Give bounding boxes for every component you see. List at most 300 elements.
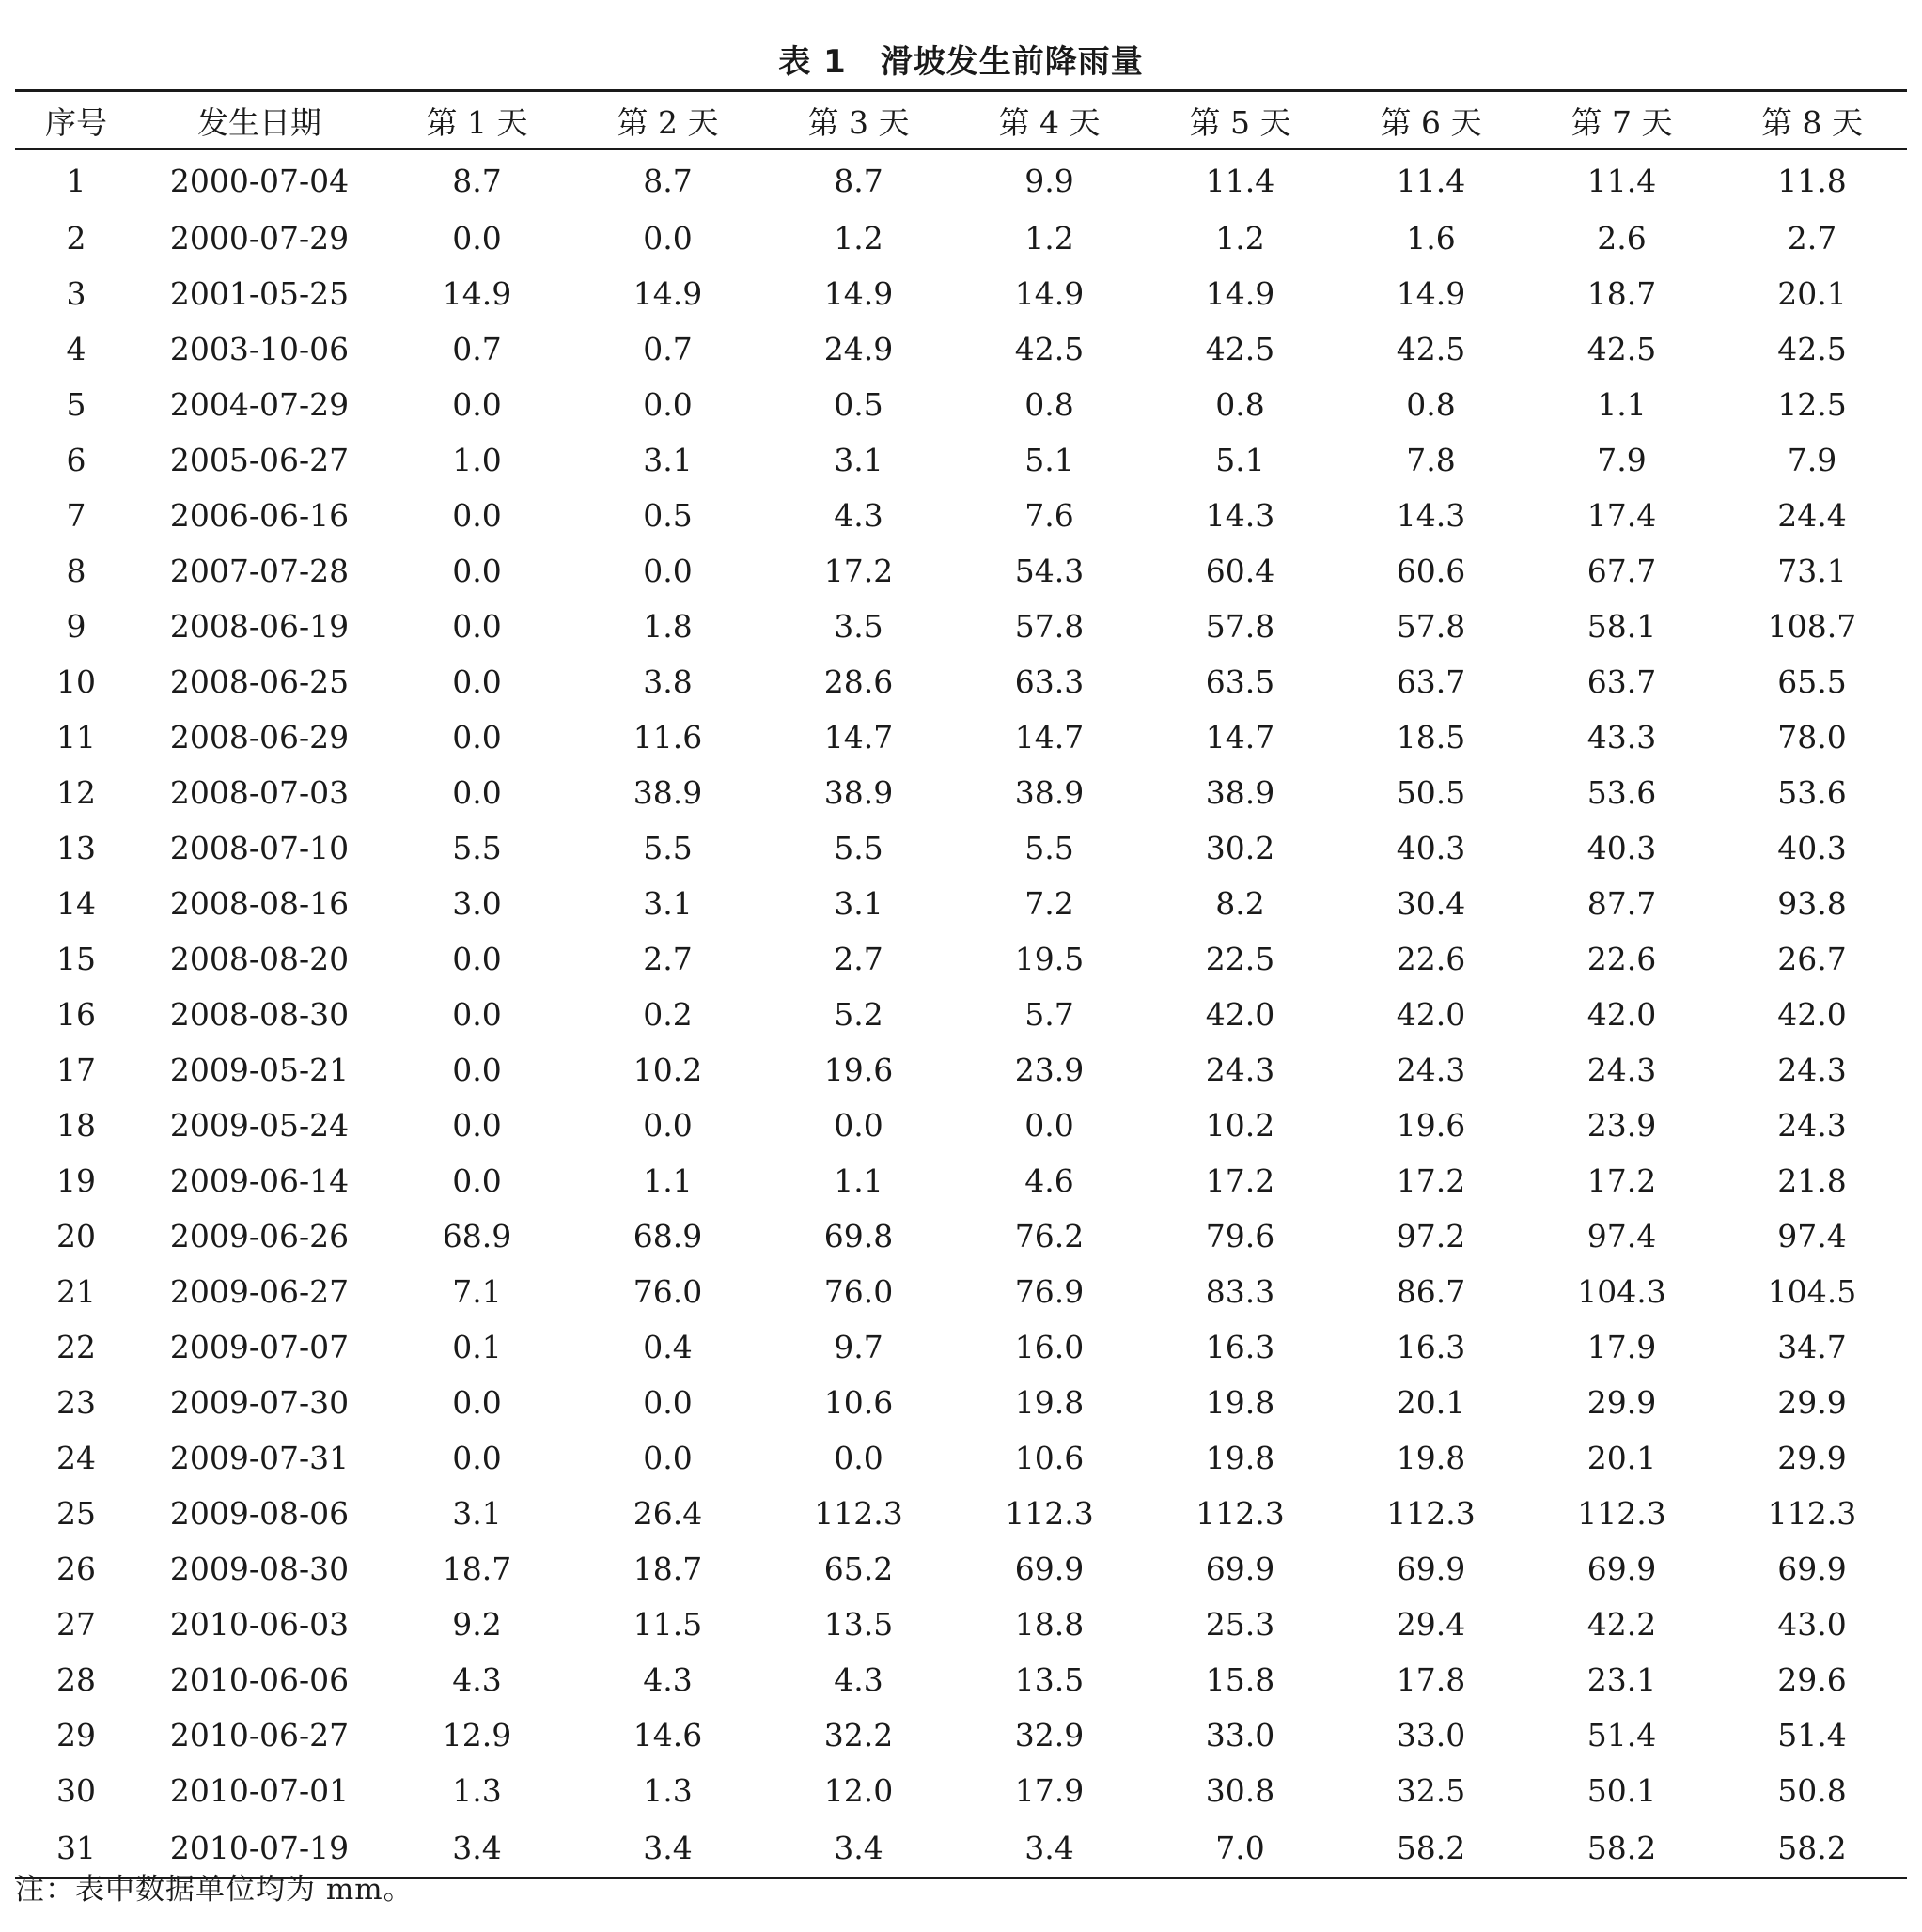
rainfall-cell: 4.3	[834, 497, 883, 534]
rainfall-cell: 32.5	[1396, 1772, 1466, 1809]
rainfall-cell: 16.0	[1014, 1329, 1085, 1365]
rainfall-cell: 4.3	[834, 1661, 883, 1698]
row-number-cell: 2	[66, 220, 86, 257]
table-row	[15, 1652, 1907, 1707]
date-cell: 2001-05-25	[169, 275, 350, 312]
date-cell: 2008-07-10	[169, 830, 350, 866]
rainfall-cell: 0.0	[452, 719, 502, 756]
table-row	[15, 210, 1907, 266]
row-number-cell: 5	[66, 386, 86, 423]
date-cell: 2008-08-16	[169, 885, 350, 922]
rainfall-cell: 0.0	[452, 1107, 502, 1144]
rainfall-cell: 19.8	[1205, 1384, 1275, 1421]
rainfall-cell: 22.6	[1586, 941, 1657, 977]
rainfall-cell: 33.0	[1205, 1717, 1275, 1753]
rainfall-cell: 97.4	[1586, 1218, 1657, 1254]
rainfall-cell: 0.0	[452, 220, 502, 257]
rainfall-cell: 14.7	[1014, 719, 1085, 756]
rainfall-cell: 5.1	[1215, 442, 1265, 478]
rainfall-cell: 22.6	[1396, 941, 1466, 977]
date-cell: 2009-08-06	[169, 1495, 350, 1532]
rainfall-cell: 5.5	[452, 830, 502, 866]
rainfall-cell: 0.1	[452, 1329, 502, 1365]
rainfall-cell: 3.4	[643, 1829, 693, 1866]
rainfall-cell: 7.6	[1024, 497, 1074, 534]
rainfall-cell: 0.2	[643, 996, 693, 1033]
rainfall-cell: 20.1	[1586, 1440, 1657, 1476]
rainfall-cell: 60.4	[1205, 553, 1275, 589]
rainfall-cell: 3.4	[1024, 1829, 1074, 1866]
rainfall-cell: 8.7	[452, 162, 502, 199]
rainfall-cell: 63.7	[1586, 663, 1657, 700]
rainfall-cell: 15.8	[1205, 1661, 1275, 1698]
rainfall-cell: 11.4	[1586, 162, 1657, 199]
rainfall-cell: 26.7	[1777, 941, 1847, 977]
table-caption	[0, 36, 1922, 88]
rainfall-cell: 108.7	[1767, 608, 1857, 645]
rainfall-cell: 3.1	[834, 442, 883, 478]
rainfall-cell: 69.9	[1396, 1550, 1466, 1587]
rainfall-cell: 3.8	[643, 663, 693, 700]
rainfall-cell: 3.0	[452, 885, 502, 922]
rainfall-cell: 7.9	[1597, 442, 1647, 478]
rainfall-cell: 11.4	[1396, 162, 1466, 199]
rainfall-cell: 51.4	[1586, 1717, 1657, 1753]
rainfall-cell: 17.9	[1014, 1772, 1085, 1809]
table-row	[15, 1707, 1907, 1763]
column-header: 第 7 天	[1570, 103, 1673, 141]
date-cell: 2010-07-19	[169, 1829, 350, 1866]
column-header: 第 6 天	[1380, 103, 1482, 141]
rainfall-cell: 17.4	[1586, 497, 1657, 534]
date-cell: 2009-06-26	[169, 1218, 350, 1254]
rainfall-cell: 1.6	[1406, 220, 1456, 257]
rainfall-cell: 19.5	[1014, 941, 1085, 977]
table-row	[15, 377, 1907, 432]
rainfall-cell: 21.8	[1777, 1162, 1847, 1199]
date-cell: 2010-07-01	[169, 1772, 350, 1809]
rainfall-cell: 9.2	[452, 1606, 502, 1643]
rainfall-cell: 68.9	[442, 1218, 512, 1254]
rainfall-cell: 7.9	[1787, 442, 1837, 478]
row-number-cell: 22	[56, 1329, 96, 1365]
table-note: 注：表中数据单位均为 mm。	[15, 1873, 414, 1907]
column-header: 第 5 天	[1189, 103, 1291, 141]
rainfall-cell: 16.3	[1205, 1329, 1275, 1365]
rainfall-cell: 0.0	[643, 1384, 693, 1421]
rainfall-cell: 0.0	[452, 941, 502, 977]
rainfall-cell: 18.7	[442, 1550, 512, 1587]
rainfall-cell: 97.4	[1777, 1218, 1847, 1254]
rainfall-cell: 24.9	[823, 331, 894, 367]
table-row	[15, 1486, 1907, 1541]
rainfall-cell: 69.8	[823, 1218, 894, 1254]
table-row	[15, 1319, 1907, 1375]
rainfall-cell: 0.7	[643, 331, 693, 367]
rainfall-cell: 12.5	[1777, 386, 1847, 423]
rainfall-cell: 38.9	[823, 774, 894, 811]
rainfall-cell: 58.1	[1586, 608, 1657, 645]
rainfall-cell: 67.7	[1586, 553, 1657, 589]
rainfall-cell: 29.4	[1396, 1606, 1466, 1643]
rainfall-cell: 24.3	[1777, 1107, 1847, 1144]
date-cell: 2007-07-28	[169, 553, 350, 589]
rainfall-cell: 42.0	[1777, 996, 1847, 1033]
rainfall-cell: 2.6	[1597, 220, 1647, 257]
rainfall-cell: 19.6	[823, 1052, 894, 1088]
rainfall-cell: 1.1	[1597, 386, 1647, 423]
rainfall-cell: 1.2	[834, 220, 883, 257]
row-number-cell: 16	[56, 996, 96, 1033]
rainfall-cell: 5.7	[1024, 996, 1074, 1033]
rainfall-cell: 29.9	[1777, 1440, 1847, 1476]
table-row	[15, 321, 1907, 377]
date-cell: 2009-06-14	[169, 1162, 350, 1199]
rainfall-cell: 12.9	[442, 1717, 512, 1753]
rainfall-cell: 53.6	[1586, 774, 1657, 811]
rainfall-cell: 18.5	[1396, 719, 1466, 756]
date-cell: 2000-07-29	[169, 220, 350, 257]
column-header: 第 4 天	[998, 103, 1101, 141]
rainfall-cell: 0.0	[643, 220, 693, 257]
rainfall-cell: 58.2	[1396, 1829, 1466, 1866]
rainfall-cell: 33.0	[1396, 1717, 1466, 1753]
rainfall-cell: 20.1	[1777, 275, 1847, 312]
row-number-cell: 7	[66, 497, 86, 534]
rainfall-cell: 97.2	[1396, 1218, 1466, 1254]
rainfall-cell: 0.0	[452, 386, 502, 423]
table-row	[15, 765, 1907, 820]
rainfall-cell: 2.7	[1787, 220, 1837, 257]
date-cell: 2009-06-27	[169, 1273, 350, 1310]
rainfall-cell: 40.3	[1777, 830, 1847, 866]
rainfall-cell: 0.0	[452, 1440, 502, 1476]
rainfall-cell: 50.1	[1586, 1772, 1657, 1809]
rainfall-cell: 63.3	[1014, 663, 1085, 700]
rainfall-cell: 1.3	[452, 1772, 502, 1809]
rainfall-cell: 10.6	[823, 1384, 894, 1421]
date-cell: 2009-05-21	[169, 1052, 350, 1088]
rainfall-cell: 1.1	[834, 1162, 883, 1199]
rainfall-cell: 86.7	[1396, 1273, 1466, 1310]
rainfall-cell: 10.2	[1205, 1107, 1275, 1144]
table-row	[15, 149, 1907, 210]
rainfall-cell: 14.9	[633, 275, 703, 312]
rainfall-cell: 112.3	[1577, 1495, 1666, 1532]
rainfall-cell: 79.6	[1205, 1218, 1275, 1254]
date-cell: 2003-10-06	[169, 331, 350, 367]
rainfall-cell: 20.1	[1396, 1384, 1466, 1421]
rainfall-cell: 42.5	[1586, 331, 1657, 367]
table-row	[15, 488, 1907, 543]
rainfall-cell: 42.5	[1396, 331, 1466, 367]
row-number-cell: 11	[56, 719, 96, 756]
rainfall-cell: 0.0	[643, 386, 693, 423]
rainfall-cell: 11.4	[1205, 162, 1275, 199]
rainfall-cell: 2.7	[834, 941, 883, 977]
rainfall-cell: 3.1	[643, 442, 693, 478]
rainfall-cell: 83.3	[1205, 1273, 1275, 1310]
row-number-cell: 30	[56, 1772, 96, 1809]
rainfall-cell: 23.9	[1586, 1107, 1657, 1144]
rainfall-cell: 0.0	[643, 553, 693, 589]
rainfall-cell: 40.3	[1396, 830, 1466, 866]
rainfall-cell: 14.7	[823, 719, 894, 756]
table-row	[15, 876, 1907, 931]
rainfall-cell: 42.0	[1396, 996, 1466, 1033]
column-header: 第 2 天	[617, 103, 719, 141]
row-number-cell: 27	[56, 1606, 96, 1643]
rainfall-cell: 76.9	[1014, 1273, 1085, 1310]
rainfall-cell: 3.4	[452, 1829, 502, 1866]
table-row	[15, 1042, 1907, 1098]
table-row	[15, 1208, 1907, 1264]
rainfall-cell: 40.3	[1586, 830, 1657, 866]
rainfall-cell: 3.1	[452, 1495, 502, 1532]
rainfall-cell: 69.9	[1205, 1550, 1275, 1587]
rainfall-cell: 1.8	[643, 608, 693, 645]
rainfall-cell: 8.7	[643, 162, 693, 199]
rainfall-cell: 93.8	[1777, 885, 1847, 922]
rainfall-cell: 0.5	[643, 497, 693, 534]
table-row	[15, 1541, 1907, 1597]
rainfall-cell: 13.5	[823, 1606, 894, 1643]
table-row	[15, 987, 1907, 1042]
date-cell: 2009-05-24	[169, 1107, 350, 1144]
rainfall-cell: 1.3	[643, 1772, 693, 1809]
rainfall-cell: 38.9	[633, 774, 703, 811]
table-row	[15, 1763, 1907, 1818]
row-number-cell: 10	[56, 663, 96, 700]
rainfall-cell: 18.7	[1586, 275, 1657, 312]
date-cell: 2009-07-31	[169, 1440, 350, 1476]
row-number-cell: 23	[56, 1384, 96, 1421]
rainfall-cell: 30.4	[1396, 885, 1466, 922]
rainfall-cell: 8.2	[1215, 885, 1265, 922]
rainfall-cell: 34.7	[1777, 1329, 1847, 1365]
rainfall-cell: 0.8	[1406, 386, 1456, 423]
rainfall-cell: 42.5	[1205, 331, 1275, 367]
rainfall-cell: 9.7	[834, 1329, 883, 1365]
rainfall-cell: 0.0	[834, 1440, 883, 1476]
rainfall-cell: 0.8	[1215, 386, 1265, 423]
rainfall-cell: 0.0	[452, 1052, 502, 1088]
row-number-cell: 3	[66, 275, 86, 312]
rainfall-cell: 26.4	[633, 1495, 703, 1532]
rainfall-cell: 19.8	[1396, 1440, 1466, 1476]
rainfall-cell: 63.5	[1205, 663, 1275, 700]
table-row	[15, 1375, 1907, 1430]
rainfall-cell: 43.3	[1586, 719, 1657, 756]
rainfall-cell: 69.9	[1777, 1550, 1847, 1587]
rainfall-cell: 17.2	[823, 553, 894, 589]
rainfall-cell: 69.9	[1014, 1550, 1085, 1587]
rainfall-cell: 0.0	[452, 497, 502, 534]
column-header: 第 3 天	[807, 103, 910, 141]
date-cell: 2009-07-30	[169, 1384, 350, 1421]
rainfall-cell: 0.0	[1024, 1107, 1074, 1144]
rainfall-cell: 5.1	[1024, 442, 1074, 478]
column-header: 第 1 天	[426, 103, 528, 141]
column-header: 序号	[45, 103, 107, 141]
row-number-cell: 6	[66, 442, 86, 478]
rainfall-cell: 7.8	[1406, 442, 1456, 478]
rainfall-cell: 18.7	[633, 1550, 703, 1587]
row-number-cell: 9	[66, 608, 86, 645]
rainfall-cell: 16.3	[1396, 1329, 1466, 1365]
rainfall-cell: 76.2	[1014, 1218, 1085, 1254]
rainfall-cell: 0.0	[452, 608, 502, 645]
rainfall-cell: 0.0	[452, 1162, 502, 1199]
rainfall-cell: 42.2	[1586, 1606, 1657, 1643]
rainfall-cell: 50.5	[1396, 774, 1466, 811]
table-row	[15, 1264, 1907, 1319]
rainfall-cell: 57.8	[1205, 608, 1275, 645]
row-number-cell: 20	[56, 1218, 96, 1254]
rainfall-cell: 29.9	[1586, 1384, 1657, 1421]
date-cell: 2009-07-07	[169, 1329, 350, 1365]
rainfall-cell: 42.0	[1205, 996, 1275, 1033]
rainfall-cell: 17.2	[1205, 1162, 1275, 1199]
table-body	[15, 149, 1907, 1878]
rainfall-cell: 65.5	[1777, 663, 1847, 700]
date-cell: 2000-07-04	[169, 162, 350, 199]
rainfall-cell: 5.2	[834, 996, 883, 1033]
table-row	[15, 1430, 1907, 1486]
rainfall-cell: 29.9	[1777, 1384, 1847, 1421]
rainfall-cell: 24.3	[1396, 1052, 1466, 1088]
table-row	[15, 1098, 1907, 1153]
table-header-row	[15, 91, 1907, 150]
date-cell: 2004-07-29	[169, 386, 350, 423]
rainfall-cell: 112.3	[1195, 1495, 1285, 1532]
row-number-cell: 15	[56, 941, 96, 977]
rainfall-cell: 42.5	[1014, 331, 1085, 367]
rainfall-cell: 42.5	[1777, 331, 1847, 367]
date-cell: 2009-08-30	[169, 1550, 350, 1587]
rainfall-cell: 112.3	[1386, 1495, 1476, 1532]
rainfall-cell: 78.0	[1777, 719, 1847, 756]
date-cell: 2008-06-25	[169, 663, 350, 700]
rainfall-cell: 7.0	[1215, 1829, 1265, 1866]
date-cell: 2008-08-20	[169, 941, 350, 977]
rainfall-cell: 69.9	[1586, 1550, 1657, 1587]
date-cell: 2010-06-06	[169, 1661, 350, 1698]
rainfall-cell: 3.4	[834, 1829, 883, 1866]
rainfall-cell: 63.7	[1396, 663, 1466, 700]
rainfall-cell: 0.7	[452, 331, 502, 367]
rainfall-cell: 43.0	[1777, 1606, 1847, 1643]
rainfall-cell: 10.2	[633, 1052, 703, 1088]
rainfall-cell: 17.8	[1396, 1661, 1466, 1698]
rainfall-cell: 14.7	[1205, 719, 1275, 756]
rainfall-cell: 25.3	[1205, 1606, 1275, 1643]
row-number-cell: 24	[56, 1440, 96, 1476]
row-number-cell: 18	[56, 1107, 96, 1144]
table-row	[15, 654, 1907, 709]
rainfall-cell: 17.9	[1586, 1329, 1657, 1365]
rainfall-cell: 104.3	[1577, 1273, 1666, 1310]
date-cell: 2006-06-16	[169, 497, 350, 534]
rainfall-cell: 17.2	[1586, 1162, 1657, 1199]
row-number-cell: 17	[56, 1052, 96, 1088]
rainfall-cell: 29.6	[1777, 1661, 1847, 1698]
rainfall-cell: 14.9	[1014, 275, 1085, 312]
rainfall-cell: 57.8	[1396, 608, 1466, 645]
rainfall-cell: 0.0	[452, 553, 502, 589]
row-number-cell: 13	[56, 830, 96, 866]
rainfall-cell: 7.1	[452, 1273, 502, 1310]
date-cell: 2008-06-19	[169, 608, 350, 645]
rainfall-cell: 3.1	[834, 885, 883, 922]
rainfall-cell: 104.5	[1767, 1273, 1857, 1310]
rainfall-cell: 5.5	[643, 830, 693, 866]
rainfall-cell: 8.7	[834, 162, 883, 199]
table-row	[15, 931, 1907, 987]
rainfall-cell: 0.0	[452, 774, 502, 811]
rainfall-cell: 0.5	[834, 386, 883, 423]
rainfall-cell: 0.0	[643, 1107, 693, 1144]
rainfall-cell: 65.2	[823, 1550, 894, 1587]
rainfall-cell: 57.8	[1014, 608, 1085, 645]
rainfall-cell: 73.1	[1777, 553, 1847, 589]
rainfall-cell: 3.1	[643, 885, 693, 922]
row-number-cell: 26	[56, 1550, 96, 1587]
rainfall-cell: 17.2	[1396, 1162, 1466, 1199]
rainfall-cell: 14.9	[1396, 275, 1466, 312]
rainfall-cell: 0.8	[1024, 386, 1074, 423]
rainfall-cell: 30.8	[1205, 1772, 1275, 1809]
rainfall-cell: 38.9	[1014, 774, 1085, 811]
rainfall-cell: 19.8	[1205, 1440, 1275, 1476]
rainfall-cell: 12.0	[823, 1772, 894, 1809]
rainfall-cell: 0.0	[452, 663, 502, 700]
table-row	[15, 543, 1907, 599]
row-number-cell: 25	[56, 1495, 96, 1532]
rainfall-cell: 11.6	[633, 719, 703, 756]
date-cell: 2005-06-27	[169, 442, 350, 478]
rainfall-cell: 3.5	[834, 608, 883, 645]
rainfall-cell: 1.2	[1215, 220, 1265, 257]
table-row	[15, 599, 1907, 654]
rainfall-cell: 5.5	[1024, 830, 1074, 866]
rainfall-cell: 14.9	[823, 275, 894, 312]
row-number-cell: 14	[56, 885, 96, 922]
rainfall-cell: 10.6	[1014, 1440, 1085, 1476]
rainfall-cell: 11.5	[633, 1606, 703, 1643]
rainfall-cell: 1.1	[643, 1162, 693, 1199]
table-caption-title: 滑坡发生前降雨量	[880, 43, 1144, 81]
rainfall-cell: 5.5	[834, 830, 883, 866]
rainfall-cell: 24.3	[1777, 1052, 1847, 1088]
table-row	[15, 266, 1907, 321]
rainfall-cell: 50.8	[1777, 1772, 1847, 1809]
row-number-cell: 8	[66, 553, 86, 589]
table-row	[15, 709, 1907, 765]
rainfall-cell: 1.2	[1024, 220, 1074, 257]
date-cell: 2010-06-27	[169, 1717, 350, 1753]
date-cell: 2008-08-30	[169, 996, 350, 1033]
rainfall-cell: 23.1	[1586, 1661, 1657, 1698]
rainfall-cell: 2.7	[643, 941, 693, 977]
rainfall-cell: 0.0	[452, 996, 502, 1033]
table-row	[15, 1597, 1907, 1652]
rainfall-cell: 51.4	[1777, 1717, 1847, 1753]
rainfall-cell: 38.9	[1205, 774, 1275, 811]
rainfall-cell: 19.6	[1396, 1107, 1466, 1144]
rainfall-cell: 0.0	[834, 1107, 883, 1144]
rainfall-cell: 11.8	[1777, 162, 1847, 199]
